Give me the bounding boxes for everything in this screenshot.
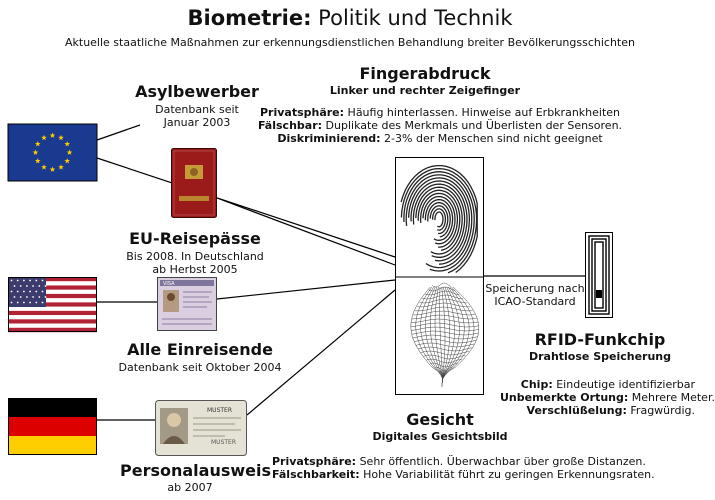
us-star bbox=[17, 302, 19, 304]
us-star bbox=[14, 285, 16, 287]
finger-point-1: Privatsphäre: Häufig hinterlassen. Hinweise auf Erbkrankheiten bbox=[259, 106, 621, 119]
title-bold: Biometrie: bbox=[187, 6, 312, 30]
us-star bbox=[11, 302, 13, 304]
us-star bbox=[35, 302, 37, 304]
visa-document-image bbox=[157, 277, 217, 331]
title-rest: Politik und Technik bbox=[311, 6, 513, 30]
us-star bbox=[17, 291, 19, 293]
us-star bbox=[26, 296, 28, 298]
asyl-line-1: Datenbank seit bbox=[155, 103, 239, 116]
face-block bbox=[330, 410, 550, 443]
us-stripe bbox=[8, 324, 97, 328]
storage-block bbox=[480, 282, 590, 308]
face-heading: Gesicht bbox=[406, 410, 474, 429]
face-point-2: Fälschbarkeit: Hohe Variabilität führt zu geringen Erkennungsraten. bbox=[272, 468, 655, 481]
us-stripe bbox=[8, 307, 97, 311]
us-star bbox=[29, 280, 31, 282]
us-star bbox=[35, 280, 37, 282]
finger-sub: Linker und rechter Zeigefinger bbox=[329, 84, 521, 97]
einreise-block bbox=[115, 340, 285, 374]
eu-flag-icon bbox=[8, 124, 97, 181]
us-star bbox=[20, 296, 22, 298]
face-sub: Digitales Gesichtsbild bbox=[372, 430, 508, 443]
page-title bbox=[0, 6, 700, 30]
finger-heading: Fingerabdruck bbox=[359, 64, 491, 83]
us-star bbox=[23, 280, 25, 282]
us-flag-icon bbox=[8, 277, 97, 332]
asyl-heading: Asylbewerber bbox=[135, 82, 259, 101]
us-star bbox=[11, 291, 13, 293]
id-card-image bbox=[155, 400, 247, 456]
eu-heading: EU-Reisepässe bbox=[129, 229, 261, 248]
eu-block bbox=[120, 229, 270, 276]
us-star bbox=[32, 285, 34, 287]
perso-heading: Personalausweis bbox=[120, 461, 272, 480]
us-star bbox=[20, 285, 22, 287]
us-star bbox=[45, 296, 47, 298]
storage-line-1: Speicherung nach bbox=[485, 282, 585, 295]
eu-passport-image bbox=[171, 148, 217, 218]
biometric-panel bbox=[395, 157, 484, 395]
us-star bbox=[14, 296, 16, 298]
us-star bbox=[23, 291, 25, 293]
finger-point-3: Diskriminierend: 2-3% der Menschen sind nicht geeignet bbox=[277, 132, 603, 145]
us-star bbox=[29, 302, 31, 304]
asyl-line-2: Januar 2003 bbox=[163, 116, 231, 129]
rfid-point-2: Unbemerkte Ortung: Mehrere Meter. bbox=[500, 391, 715, 404]
us-star bbox=[42, 291, 44, 293]
us-star bbox=[29, 291, 31, 293]
us-star bbox=[17, 280, 19, 282]
id-card-label-top: MUSTER bbox=[207, 407, 233, 414]
page-subtitle: Aktuelle staatliche Maßnahmen zur erkennungsdienstlichen Behandlung breiter Bevölkerungsschichten bbox=[64, 36, 635, 49]
einreise-heading: Alle Einreisende bbox=[127, 340, 273, 359]
us-star bbox=[38, 285, 40, 287]
eu-line-1: Bis 2008. In Deutschland bbox=[126, 250, 264, 263]
us-stripe bbox=[8, 311, 97, 315]
einreise-line-1: Datenbank seit Oktober 2004 bbox=[118, 361, 282, 374]
id-card-label-bottom: MUSTER bbox=[211, 439, 237, 446]
us-star bbox=[35, 291, 37, 293]
finger-point-2: Fälschbar: Duplikate des Merkmals und Überlisten der Sensoren. bbox=[257, 119, 623, 132]
us-star bbox=[26, 285, 28, 287]
finger-points bbox=[240, 106, 640, 145]
perso-block bbox=[120, 461, 272, 494]
us-star bbox=[23, 302, 25, 304]
finger-block bbox=[300, 64, 550, 97]
rfid-chip-icon bbox=[585, 232, 613, 318]
rfid-point-3: Verschlüßelung: Fragwürdig. bbox=[526, 404, 695, 417]
german-flag-icon bbox=[8, 398, 97, 455]
us-star bbox=[11, 280, 13, 282]
perso-line-1: ab 2007 bbox=[167, 481, 213, 494]
face-points bbox=[272, 455, 702, 481]
us-stripe bbox=[8, 315, 97, 319]
us-star bbox=[32, 296, 34, 298]
rfid-sub: Drahtlose Speicherung bbox=[528, 350, 672, 363]
us-star bbox=[42, 280, 44, 282]
us-stripe bbox=[8, 319, 97, 323]
us-star bbox=[42, 302, 44, 304]
us-star bbox=[38, 296, 40, 298]
rfid-block bbox=[520, 330, 680, 363]
us-star bbox=[45, 285, 47, 287]
storage-line-2: ICAO-Standard bbox=[494, 295, 576, 308]
rfid-heading: RFID-Funkchip bbox=[534, 330, 666, 349]
rfid-point-1: Chip: Eindeutige identifizierbar bbox=[520, 378, 695, 391]
face-point-1: Privatsphäre: Sehr öffentlich. Überwachbar über große Distanzen. bbox=[272, 455, 646, 468]
eu-line-2: ab Herbst 2005 bbox=[152, 263, 238, 276]
visa-label: VISA bbox=[163, 281, 175, 287]
